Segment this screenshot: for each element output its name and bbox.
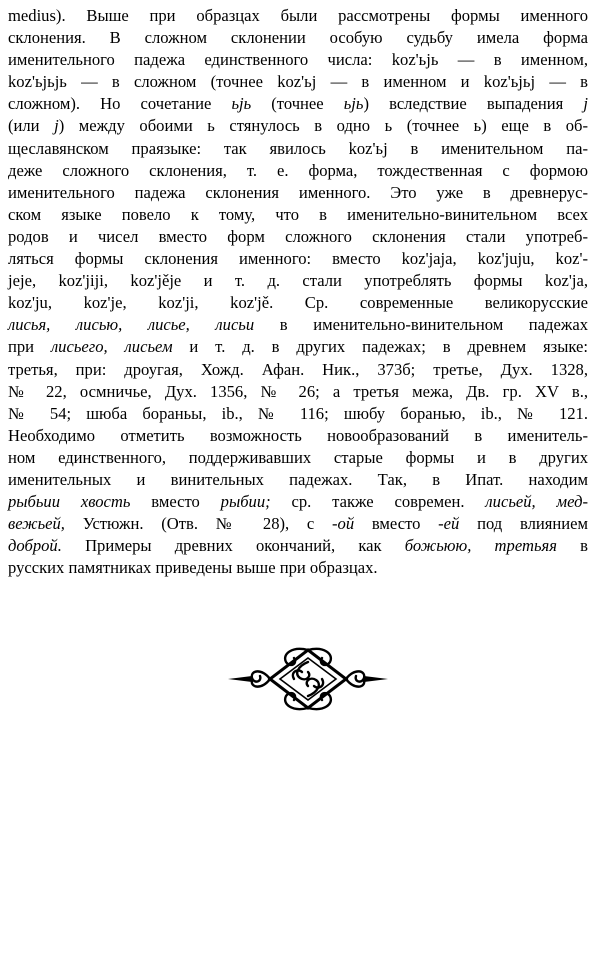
text-segment: под влиянием (459, 514, 588, 534)
text-line (8, 248, 588, 270)
text-line (8, 115, 588, 137)
italic-text-segment: лисьего, лисьем (50, 337, 173, 357)
text-segment: medius). Выше при образцах были рассмотрены формы именного (8, 6, 588, 25)
text-segment: третья, при: дроугая, Хожд. Афан. Ник., 373б; третье, Дух. 1328, (8, 359, 588, 379)
text-segment: ср. также современ. (270, 492, 486, 512)
text-segment: деже сложного склонения, т. е. форма, тождественная с формою (8, 160, 588, 180)
text-line (8, 138, 588, 160)
text-segment: именительного падежа единственного числа: koz'ьjь — в именном, (8, 50, 588, 70)
text-segment: щеславянском праязыке: так явилось koz'ьj в именительном па- (8, 138, 588, 158)
text-segment: в именительно-винительном падежах (254, 315, 588, 335)
text-segment: ляться формы склонения именного: вместо koz'jaja, koz'juju, koz'- (8, 249, 588, 269)
text-segment: ) между обоими ь стянулось в одно ь (точнее ь) еще в об- (58, 116, 588, 136)
text-segment: именительных и винительных падежах. Так, в Ипат. находим (8, 469, 588, 489)
text-segment: вместо (130, 492, 221, 512)
text-segment: ) вследствие выпадения (363, 94, 584, 114)
text-segment: jeje, koz'jiji, koz'jěje и т. д. стали употреблять формы koz'ja, (8, 271, 588, 291)
text-line (8, 49, 588, 71)
text-segment: koz'ju, koz'je, koz'ji, koz'jě. Ср. современные великорусские (8, 293, 588, 313)
decorative-fleuron-icon (228, 646, 388, 712)
text-segment: ном единственного, поддерживавших старые формы и в других (8, 447, 588, 467)
italic-text-segment: -ей (438, 514, 460, 534)
text-line (8, 204, 588, 226)
text-line (8, 182, 588, 204)
text-segment: склонения. В сложном склонении особую судьбу имела форма (8, 28, 588, 48)
text-line (8, 270, 588, 292)
body-text (8, 5, 588, 579)
italic-text-segment: доброй. (8, 536, 62, 556)
text-line (8, 491, 588, 513)
text-line (8, 93, 588, 115)
italic-text-segment: ьjь (343, 94, 364, 114)
text-segment: сложном). Но сочетание (8, 94, 232, 114)
text-line (8, 5, 588, 27)
text-segment: Примеры древних окончаний, как (61, 536, 405, 556)
text-line (8, 513, 588, 535)
text-segment: при (8, 337, 51, 357)
italic-text-segment: лисья, лисью, лисье, лисьи (8, 315, 255, 335)
italic-text-segment: j (583, 94, 588, 114)
text-segment: именительного падежа склонения именного. Это уже в древнерус- (8, 182, 588, 202)
text-line (8, 535, 588, 557)
text-segment: ском языке повело к тому, что в именительно-винительном всех (8, 204, 588, 224)
italic-text-segment: рыбии; (220, 492, 271, 512)
text-segment: и т. д. в других падежах; в древнем языке: (172, 337, 588, 357)
text-line (8, 359, 588, 381)
text-segment: № 54; шюба бораньы, ib., № 116; шюбу боранью, ib., № 121. (8, 403, 588, 423)
text-line (8, 336, 588, 358)
text-line (8, 160, 588, 182)
italic-text-segment: j (54, 116, 59, 136)
text-line (8, 292, 588, 314)
text-segment: вместо (354, 514, 439, 534)
text-line (8, 381, 588, 403)
italic-text-segment: рыбьии хвость (8, 492, 131, 512)
text-segment: Необходимо отметить возможность новообразований в именитель- (8, 425, 588, 445)
text-segment: koz'ьjьjь — в сложном (точнее koz'ьj — в именном и koz'ьjьj — в (8, 72, 588, 92)
italic-text-segment: божьюю, третьяя (404, 536, 557, 556)
italic-text-segment: -ой (332, 514, 355, 534)
italic-text-segment: вежьей, (8, 514, 65, 534)
text-segment: в (556, 536, 588, 556)
text-line (8, 314, 588, 336)
text-line (8, 403, 588, 425)
text-line (8, 27, 588, 49)
text-line (8, 226, 588, 248)
text-segment: № 22, осмничье, Дух. 1356, № 26; а третья межа, Дв. гр. XV в., (8, 381, 588, 401)
text-segment: (точнее (251, 94, 344, 114)
text-segment: родов и чисел вместо форм сложного склонения стали употреб- (8, 226, 588, 246)
text-segment: Устюжн. (Отв. № 28), с (64, 514, 333, 534)
text-line (8, 469, 588, 491)
text-line (8, 425, 588, 447)
text-line (8, 71, 588, 93)
text-line (8, 557, 588, 579)
italic-text-segment: лисьей, мед- (485, 492, 588, 512)
text-segment: (или (8, 116, 55, 136)
text-segment: русских памятниках приведены выше при образцах. (8, 558, 378, 578)
italic-text-segment: ьjь (231, 94, 252, 114)
text-line (8, 447, 588, 469)
